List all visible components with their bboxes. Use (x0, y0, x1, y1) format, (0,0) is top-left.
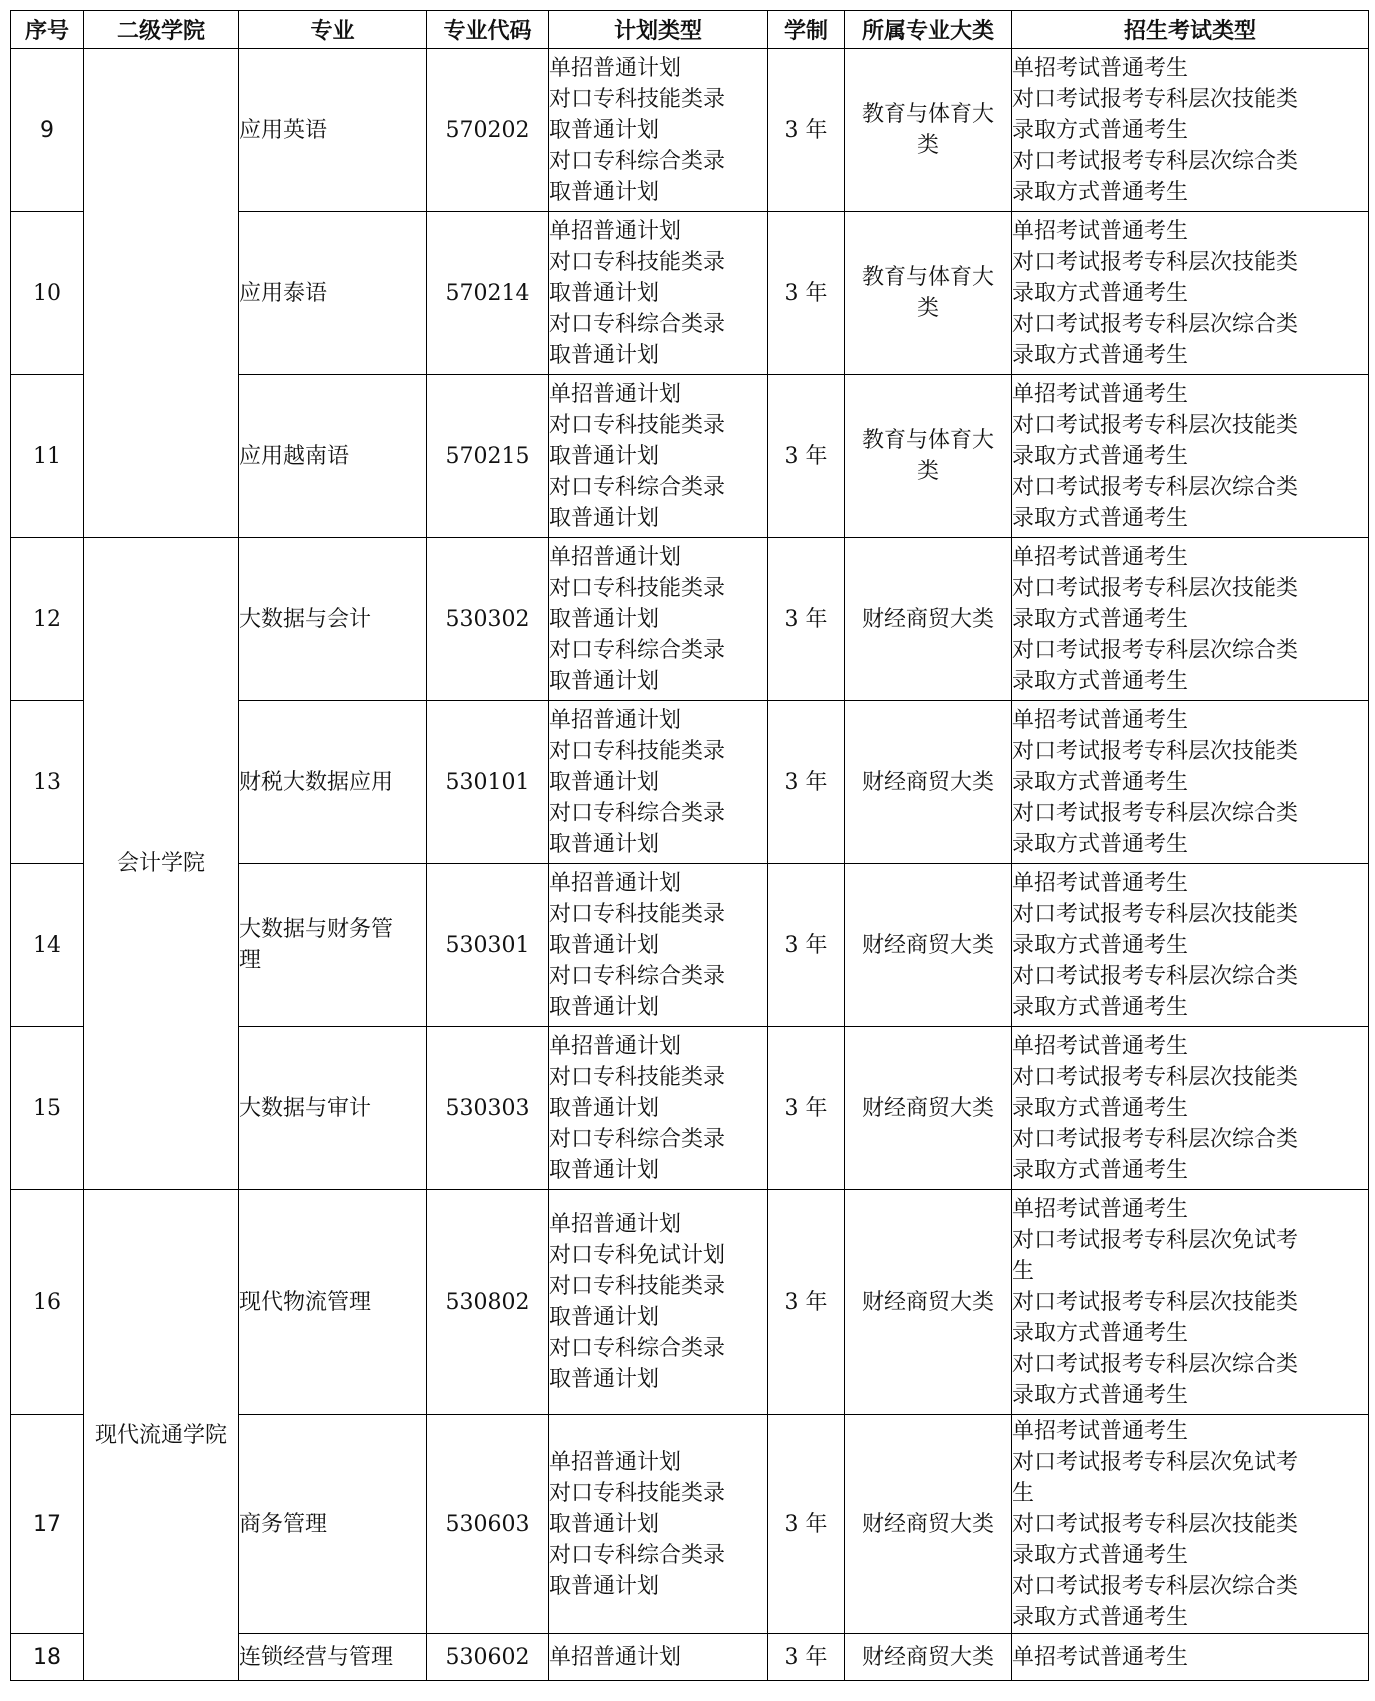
exam-line: 单招考试普通考生 (1012, 544, 1189, 570)
header-college: 二级学院 (84, 11, 239, 49)
category-cell: 财经商贸大类 (845, 1027, 1012, 1190)
exam-line: 单招考试普通考生 (1012, 1033, 1189, 1059)
plan-line: 单招普通计划 (549, 218, 682, 244)
seq-cell: 18 (11, 1634, 84, 1681)
plan-line: 对口专科综合类录 (549, 1336, 726, 1361)
duration-cell: 3 年 (768, 1634, 845, 1681)
seq-cell: 16 (11, 1190, 84, 1415)
category-cell: 财经商贸大类 (845, 864, 1012, 1027)
header-duration: 学制 (768, 11, 845, 49)
major-cell: 应用越南语 (239, 375, 427, 538)
plan-line: 对口专科技能类录 (549, 1064, 726, 1090)
seq-cell: 13 (11, 701, 84, 864)
seq-cell: 15 (11, 1027, 84, 1190)
major-cell: 应用泰语 (239, 212, 427, 375)
exam-line: 录取方式普通考生 (1012, 1320, 1189, 1346)
category-line: 类 (916, 459, 939, 484)
code-cell: 530303 (427, 1027, 549, 1190)
duration-cell: 3 年 (768, 864, 845, 1027)
plan-line: 对口专科技能类录 (549, 86, 726, 112)
exam-line: 单招考试普通考生 (1012, 1418, 1189, 1444)
plan-line: 对口专科技能类录 (549, 412, 726, 438)
table-row (11, 538, 1369, 701)
exam-line: 对口考试报考专科层次综合类 (1012, 637, 1299, 663)
plan-type-cell (549, 212, 768, 375)
code-cell: 570215 (427, 375, 549, 538)
exam-type-cell (1012, 538, 1369, 701)
header-major: 专业 (239, 11, 427, 49)
plan-line: 对口专科综合类录 (549, 963, 726, 989)
exam-line: 对口考试报考专科层次技能类 (1012, 738, 1299, 764)
exam-line: 单招考试普通考生 (1012, 1644, 1189, 1670)
plan-line: 对口专科综合类录 (549, 800, 726, 826)
category-cell: 财经商贸大类 (845, 1190, 1012, 1415)
exam-type-cell (1012, 212, 1369, 375)
exam-line: 录取方式普通考生 (1012, 932, 1189, 958)
plan-line: 对口专科综合类录 (549, 1126, 726, 1152)
exam-line: 对口考试报考专科层次免试考 (1012, 1227, 1299, 1253)
category-cell (845, 212, 1012, 375)
plan-type-cell (549, 375, 768, 538)
plan-line: 取普通计划 (549, 280, 660, 306)
plan-line: 对口专科综合类录 (549, 311, 726, 337)
exam-line: 录取方式普通考生 (1012, 179, 1189, 205)
plan-line: 对口专科综合类录 (549, 148, 726, 174)
plan-line: 对口专科技能类录 (549, 901, 726, 927)
plan-line: 取普通计划 (549, 1511, 660, 1537)
plan-line: 取普通计划 (549, 1095, 660, 1121)
code-cell: 570202 (427, 49, 549, 212)
exam-type-cell (1012, 1190, 1369, 1415)
plan-type-cell (549, 1634, 768, 1681)
plan-line: 对口专科技能类录 (549, 738, 726, 764)
major-cell (239, 864, 427, 1027)
header-category: 所属专业大类 (845, 11, 1012, 49)
exam-line: 单招考试普通考生 (1012, 218, 1189, 244)
exam-line: 单招考试普通考生 (1012, 1196, 1189, 1222)
table-row (11, 1190, 1369, 1415)
plan-line: 取普通计划 (549, 179, 660, 205)
category-cell: 财经商贸大类 (845, 538, 1012, 701)
exam-line: 对口考试报考专科层次综合类 (1012, 1126, 1299, 1152)
exam-line: 对口考试报考专科层次综合类 (1012, 1351, 1299, 1377)
header-plan-type: 计划类型 (549, 11, 768, 49)
plan-line: 单招普通计划 (549, 1449, 682, 1475)
exam-type-cell (1012, 375, 1369, 538)
category-line: 教育与体育大 (861, 428, 994, 453)
exam-line: 录取方式普通考生 (1012, 1604, 1189, 1630)
duration-cell: 3 年 (768, 212, 845, 375)
exam-line: 对口考试报考专科层次综合类 (1012, 1573, 1299, 1599)
code-cell: 570214 (427, 212, 549, 375)
major-cell: 大数据与会计 (239, 538, 427, 701)
plan-type-cell (549, 1415, 768, 1634)
exam-line: 对口考试报考专科层次技能类 (1012, 249, 1299, 275)
code-cell: 530603 (427, 1415, 549, 1634)
exam-type-cell (1012, 1634, 1369, 1681)
exam-line: 对口考试报考专科层次技能类 (1012, 901, 1299, 927)
plan-line: 单招普通计划 (549, 707, 682, 733)
plan-type-cell (549, 864, 768, 1027)
exam-type-cell (1012, 864, 1369, 1027)
seq-cell: 9 (11, 49, 84, 212)
exam-line: 录取方式普通考生 (1012, 443, 1189, 469)
code-cell: 530602 (427, 1634, 549, 1681)
college-cell (84, 49, 239, 538)
plan-line: 取普通计划 (549, 443, 660, 469)
exam-type-cell (1012, 1027, 1369, 1190)
duration-cell: 3 年 (768, 538, 845, 701)
exam-type-cell (1012, 701, 1369, 864)
college-cell: 现代流通学院 (84, 1190, 239, 1681)
exam-line: 录取方式普通考生 (1012, 280, 1189, 306)
exam-line: 录取方式普通考生 (1012, 342, 1189, 368)
duration-cell: 3 年 (768, 1027, 845, 1190)
plan-line: 取普通计划 (549, 505, 660, 531)
table-row (11, 49, 1369, 212)
category-cell: 财经商贸大类 (845, 1415, 1012, 1634)
exam-line: 对口考试报考专科层次技能类 (1012, 1289, 1299, 1315)
plan-line: 取普通计划 (549, 342, 660, 368)
plan-line: 单招普通计划 (549, 55, 682, 81)
exam-line: 录取方式普通考生 (1012, 1382, 1189, 1408)
plan-line: 取普通计划 (549, 994, 660, 1020)
exam-line: 录取方式普通考生 (1012, 994, 1189, 1020)
plan-line: 单招普通计划 (549, 1644, 682, 1670)
exam-line: 对口考试报考专科层次技能类 (1012, 86, 1299, 112)
exam-line: 录取方式普通考生 (1012, 1157, 1189, 1183)
plan-line: 取普通计划 (549, 831, 660, 857)
plan-line: 取普通计划 (549, 1573, 660, 1599)
seq-cell: 12 (11, 538, 84, 701)
college-cell: 会计学院 (84, 538, 239, 1190)
exam-line: 录取方式普通考生 (1012, 606, 1189, 632)
exam-line: 录取方式普通考生 (1012, 769, 1189, 795)
exam-line: 对口考试报考专科层次技能类 (1012, 1064, 1299, 1090)
plan-type-cell (549, 1027, 768, 1190)
plan-line: 取普通计划 (549, 1305, 660, 1330)
category-cell: 财经商贸大类 (845, 701, 1012, 864)
exam-line: 单招考试普通考生 (1012, 381, 1189, 407)
plan-type-cell (549, 701, 768, 864)
header-exam-type: 招生考试类型 (1012, 11, 1369, 49)
plan-line: 单招普通计划 (549, 544, 682, 570)
exam-line: 录取方式普通考生 (1012, 668, 1189, 694)
code-cell: 530101 (427, 701, 549, 864)
exam-line: 单招考试普通考生 (1012, 870, 1189, 896)
code-cell: 530802 (427, 1190, 549, 1415)
plan-line: 取普通计划 (549, 932, 660, 958)
exam-line: 对口考试报考专科层次技能类 (1012, 412, 1299, 438)
plan-line: 取普通计划 (549, 1367, 660, 1392)
category-line: 类 (916, 133, 939, 158)
duration-cell: 3 年 (768, 1190, 845, 1415)
plan-type-cell (549, 1190, 768, 1415)
category-line: 类 (916, 296, 939, 321)
seq-cell: 10 (11, 212, 84, 375)
plan-line: 对口专科综合类录 (549, 637, 726, 663)
exam-line: 录取方式普通考生 (1012, 117, 1189, 143)
exam-line: 录取方式普通考生 (1012, 1542, 1189, 1568)
plan-line: 对口专科技能类录 (549, 1274, 726, 1299)
major-line: 大数据与财务管理 (239, 917, 394, 973)
exam-type-cell (1012, 49, 1369, 212)
plan-line: 取普通计划 (549, 668, 660, 694)
plan-line: 对口专科技能类录 (549, 575, 726, 601)
exam-line: 录取方式普通考生 (1012, 1095, 1189, 1121)
seq-cell: 11 (11, 375, 84, 538)
header-seq: 序号 (11, 11, 84, 49)
major-cell: 大数据与审计 (239, 1027, 427, 1190)
exam-line: 对口考试报考专科层次综合类 (1012, 474, 1299, 500)
exam-line: 生 (1012, 1258, 1035, 1284)
exam-line: 对口考试报考专科层次综合类 (1012, 963, 1299, 989)
duration-cell: 3 年 (768, 375, 845, 538)
category-cell (845, 49, 1012, 212)
enrollment-table (10, 10, 1369, 1681)
plan-line: 取普通计划 (549, 606, 660, 632)
exam-line: 生 (1012, 1480, 1035, 1506)
plan-line: 取普通计划 (549, 117, 660, 143)
major-cell: 应用英语 (239, 49, 427, 212)
plan-line: 对口专科综合类录 (549, 474, 726, 500)
exam-line: 单招考试普通考生 (1012, 707, 1189, 733)
exam-line: 单招考试普通考生 (1012, 55, 1189, 81)
seq-cell: 14 (11, 864, 84, 1027)
duration-cell: 3 年 (768, 49, 845, 212)
plan-line: 单招普通计划 (549, 1212, 682, 1237)
category-line: 教育与体育大 (861, 265, 994, 290)
code-cell: 530301 (427, 864, 549, 1027)
plan-line: 对口专科技能类录 (549, 249, 726, 275)
plan-line: 取普通计划 (549, 769, 660, 795)
exam-line: 对口考试报考专科层次综合类 (1012, 311, 1299, 337)
category-cell: 财经商贸大类 (845, 1634, 1012, 1681)
exam-line: 对口考试报考专科层次综合类 (1012, 148, 1299, 174)
major-cell: 财税大数据应用 (239, 701, 427, 864)
exam-line: 录取方式普通考生 (1012, 505, 1189, 531)
category-line: 教育与体育大 (861, 102, 994, 127)
major-cell: 商务管理 (239, 1415, 427, 1634)
plan-line: 对口专科免试计划 (549, 1243, 726, 1268)
plan-line: 单招普通计划 (549, 381, 682, 407)
duration-cell: 3 年 (768, 1415, 845, 1634)
exam-line: 对口考试报考专科层次技能类 (1012, 575, 1299, 601)
seq-cell: 17 (11, 1415, 84, 1634)
duration-cell: 3 年 (768, 701, 845, 864)
exam-type-cell (1012, 1415, 1369, 1634)
plan-line: 对口专科综合类录 (549, 1542, 726, 1568)
plan-line: 单招普通计划 (549, 1033, 682, 1059)
exam-line: 录取方式普通考生 (1012, 831, 1189, 857)
plan-type-cell (549, 49, 768, 212)
exam-line: 对口考试报考专科层次免试考 (1012, 1449, 1299, 1475)
plan-line: 取普通计划 (549, 1157, 660, 1183)
header-code: 专业代码 (427, 11, 549, 49)
major-cell: 现代物流管理 (239, 1190, 427, 1415)
header-row (11, 11, 1369, 49)
plan-line: 单招普通计划 (549, 870, 682, 896)
code-cell: 530302 (427, 538, 549, 701)
plan-type-cell (549, 538, 768, 701)
plan-line: 对口专科技能类录 (549, 1480, 726, 1506)
major-cell: 连锁经营与管理 (239, 1634, 427, 1681)
category-cell (845, 375, 1012, 538)
exam-line: 对口考试报考专科层次技能类 (1012, 1511, 1299, 1537)
exam-line: 对口考试报考专科层次综合类 (1012, 800, 1299, 826)
